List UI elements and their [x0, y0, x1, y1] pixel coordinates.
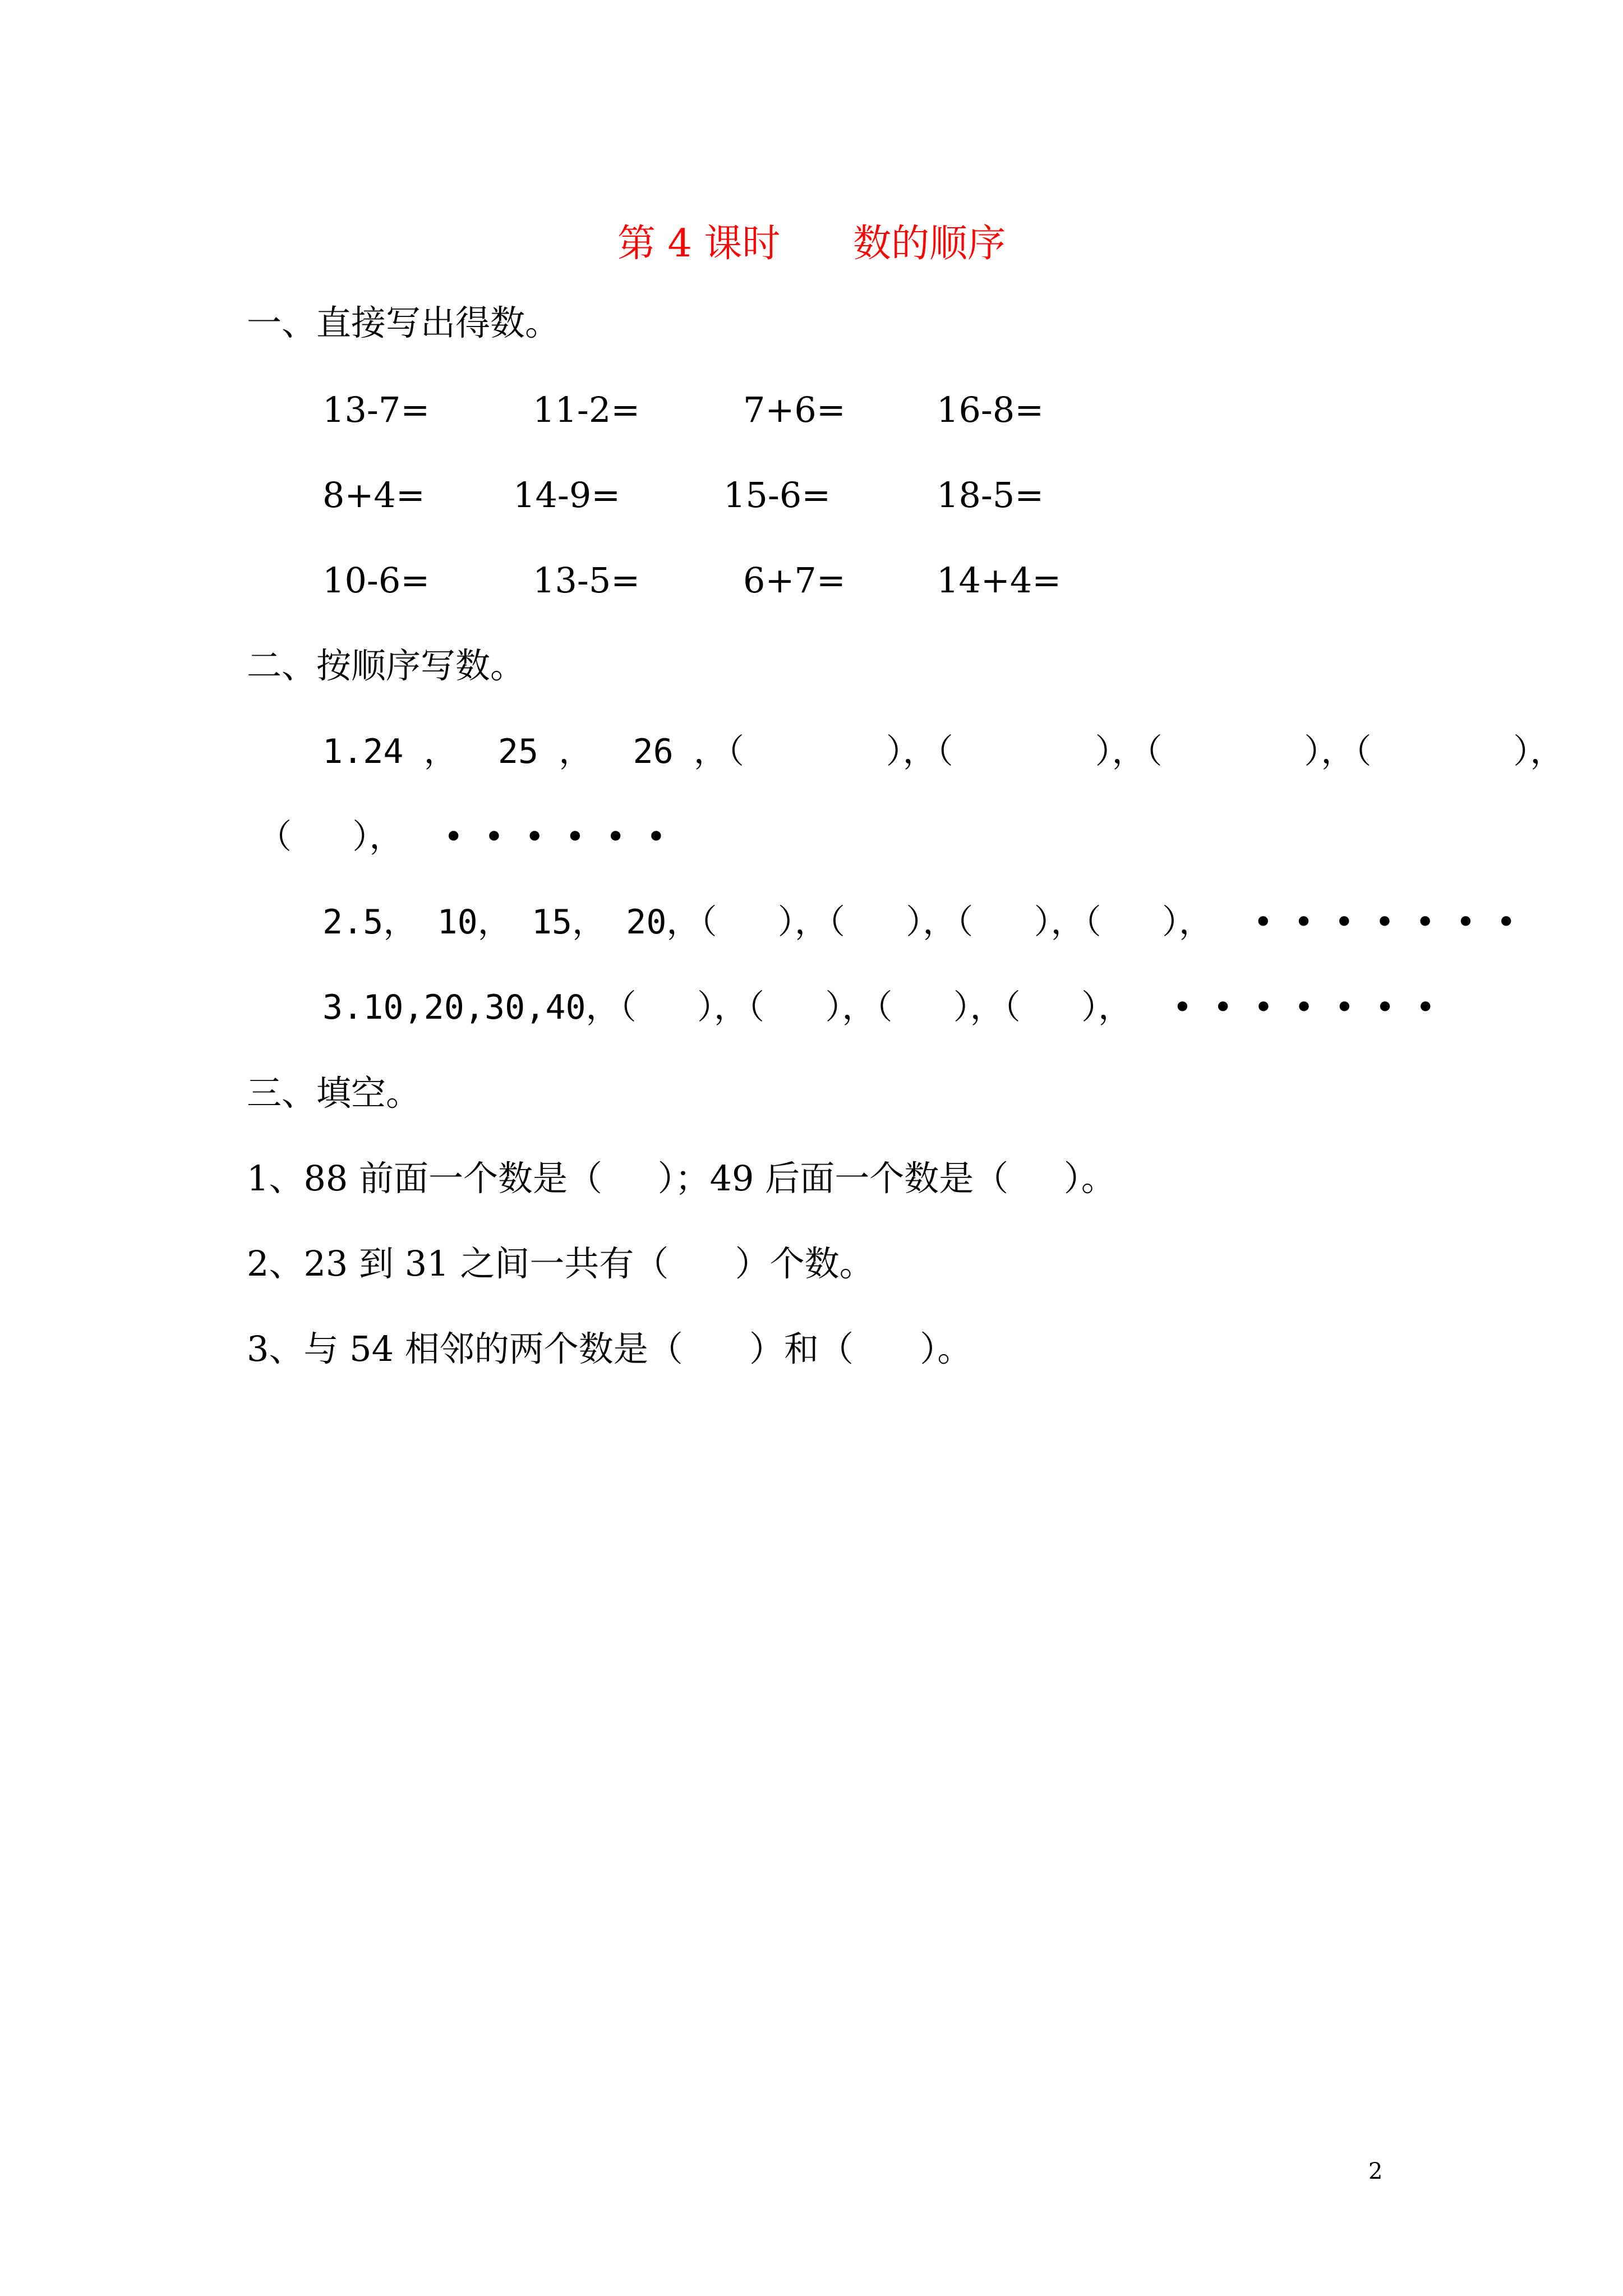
problem-r1c4: 16-8=	[937, 389, 1044, 430]
problem-r2c4: 18-5=	[937, 475, 1044, 516]
problem-r1c1: 13-7=	[322, 389, 430, 430]
problem-r1c2: 11-2=	[533, 389, 640, 430]
fill-blank-3: 3、与 54 相邻的两个数是（ ）和（ ）。	[247, 1328, 972, 1369]
sequence-q2: 2.5， 10， 15， 20，（ ），（ ），（ ），（ ）， • • • • • • •	[322, 903, 1516, 942]
lesson-title: 第 4 课时 数的顺序	[617, 222, 1006, 266]
problem-r3c4: 14+4=	[937, 560, 1062, 601]
sequence-q1-line2: （ ）， • • • • • •	[258, 817, 666, 857]
problem-r3c3: 6+7=	[743, 560, 846, 601]
section3-heading: 三、填空。	[247, 1073, 421, 1114]
sequence-q3: 3.10,20,30,40，（ ），（ ），（ ），（ ）， • • • • • • •	[322, 988, 1436, 1027]
problem-r1c3: 7+6=	[743, 389, 846, 430]
problem-r3c2: 13-5=	[533, 560, 640, 601]
problem-r3c1: 10-6=	[322, 560, 430, 601]
fill-blank-2: 2、23 到 31 之间一共有（ ）个数。	[247, 1243, 874, 1284]
sequence-q1-line1: 1.24 ， 25 ， 26 ，（ ），（ ），（ ），（ ），	[322, 732, 1564, 771]
section2-heading: 二、按顺序写数。	[247, 645, 525, 686]
fill-blank-1: 1、88 前面一个数是（ ）；49 后面一个数是（ ）。	[247, 1158, 1116, 1199]
problem-r2c2: 14-9=	[513, 475, 621, 516]
problem-r2c3: 15-6=	[723, 475, 831, 516]
section1-heading: 一、直接写出得数。	[247, 302, 560, 343]
problem-r2c1: 8+4=	[322, 475, 425, 516]
page-number: 2	[1368, 2159, 1383, 2184]
